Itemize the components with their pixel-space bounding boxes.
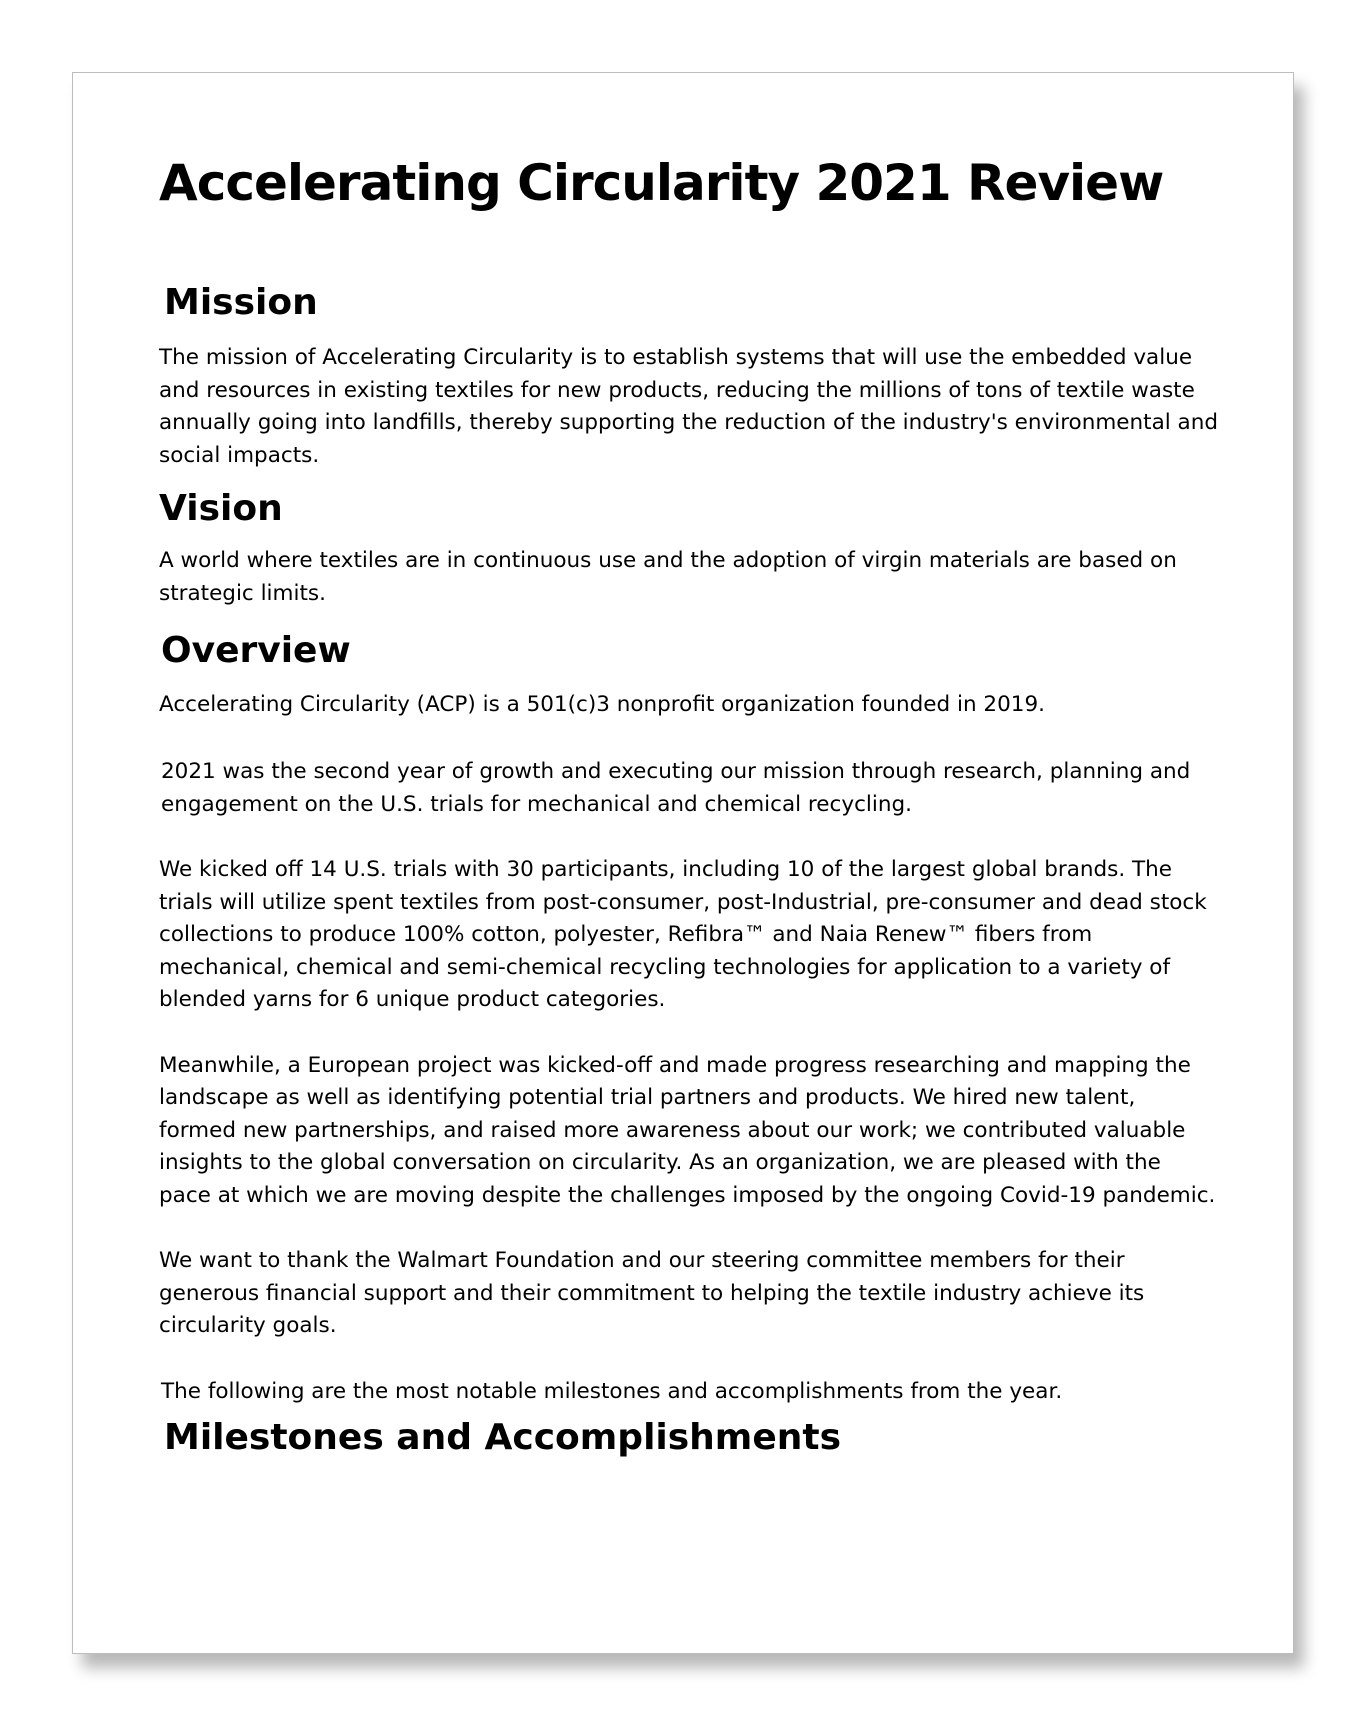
overview-heading: Overview (161, 630, 351, 672)
document-title: Accelerating Circularity 2021 Review (159, 154, 1164, 212)
overview-paragraph: We kicked off 14 U.S. trials with 30 participants, including 10 of the largest global brands. The trials will utilize spent textiles from post-consumer, post-Industrial, pre-consumer and dead stock collections to produce 100% cotton, polyester, Refibra™ and Naia Renew™ fibers from mechanical, chemical and semi-chemical recycling technologies for application to a variety of blended yarns for 6 unique product categories. (159, 857, 1207, 1013)
vision-paragraph: A world where textiles are in continuous use and the adoption of virgin materials are based on strategic limits. (159, 548, 1177, 606)
document-content (159, 153, 1219, 1459)
overview-paragraph: We want to thank the Walmart Foundation and our steering committee members for their generous financial support and their commitment to helping the textile industry achieve its circularity goals. (159, 1248, 1145, 1339)
overview-paragraph: The following are the most notable milestones and accomplishments from the year. (161, 1378, 1063, 1404)
milestones-heading: Milestones and Accomplishments (164, 1417, 842, 1459)
overview-paragraph: 2021 was the second year of growth and executing our mission through research, planning and engagement on the U.S. trials for mechanical and chemical recycling. (161, 759, 1191, 817)
vision-heading: Vision (159, 488, 283, 530)
document-page (72, 72, 1294, 1654)
mission-heading: Mission (164, 282, 318, 323)
overview-paragraph: Accelerating Circularity (ACP) is a 501(c)3 nonprofit organization founded in 2019. (159, 691, 1045, 717)
overview-paragraph: Meanwhile, a European project was kicked-off and made progress researching and mapping the landscape as well as identifying potential trial partners and products. We hired new talent, formed new partnerships, and raised more awareness about our work; we contributed valuable insights to the global conversation on circularity. As an organization, we are pleased with the pace at which we are moving despite the challenges imposed by the ongoing Covid-19 pandemic. (159, 1052, 1216, 1208)
mission-paragraph: The mission of Accelerating Circularity is to establish systems that will use the embedded value and resources in existing textiles for new products, reducing the millions of tons of textile waste annually going into landfills, thereby supporting the reduction of the industry's environmental and social impacts. (159, 345, 1219, 468)
